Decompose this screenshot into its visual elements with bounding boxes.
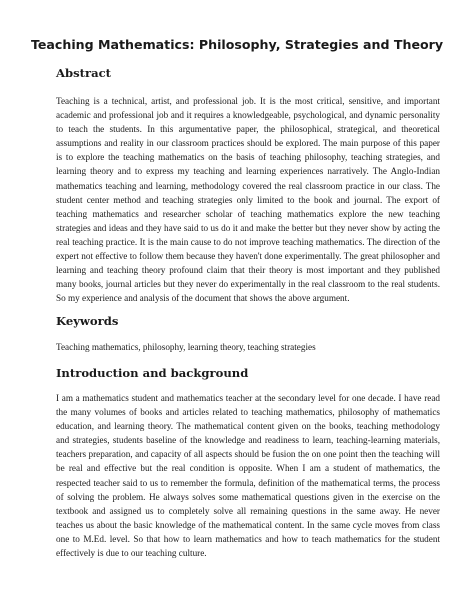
page-title: Teaching Mathematics: Philosophy, Strategies and Theory — [30, 37, 444, 52]
keywords-paragraph: Teaching mathematics, philosophy, learning theory, teaching strategies — [56, 342, 316, 352]
introduction-paragraph: I am a mathematics student and mathematics teacher at the secondary level for one decade. I have read the many volumes of books and articles related to teaching mathematics, philosophy of mathematics education, and learning theory. The mathematical content given on the books, teaching methodology and strategies, students baseline of the knowledge and readiness to learn, teaching-learning materials, teachers preparation, and capacity of all aspects should be fusion the on one point then the teaching will be real and effective but the real condition is opposite. When I am a student of mathematics, the respected teacher said to us to remember the formula, definition of the mathematical terms, the process of solving the problem. He always solves some mathematical questions given in the exercise on the textbook and assigned us to completely solve all remaining questions in the same away. He never teaches us about the basic knowledge of the mathematical content. In the same cycle moves from class one to M.Ed. level. So that how to learn mathematics and how to teach mathematics for the student effectively is due to our teaching culture. — [56, 393, 440, 559]
abstract-paragraph: Teaching is a technical, artist, and professional job. It is the most critical, sensitive, and important academic and professional job and it requires a knowledgeable, psychological, and dynamic personality to teach the students. In this argumentative paper, the philosophical, strategical, and theoretical assumptions and reality in our classroom practices should be explored. The main purpose of this paper is to explore the teaching mathematics on the basis of teaching philosophy, teaching strategies, and learning theory and to express my teaching and learning experiences narratively. The Anglo-Indian mathematics teaching and learning, methodology covered the real classroom practice in our class. The student center method and teaching strategies only limited to the book and journal. The export of teaching mathematics and researcher scholar of teaching mathematics explore the new teaching strategies and ideas and they have said to us do it and make the better but they never show by acting the real teaching practice. It is the main cause to do not improve teaching mathematics. The direction of the expert not effective to follow them because they haven't done experimentally. The great philosopher and learning and teaching theory profound claim that their theory is most important and they published many books, journal articles but they never do experimentally in the real classroom to the real students. So my experience and analysis of the document that shows the above argument. — [56, 96, 440, 304]
abstract-heading: Abstract — [56, 66, 112, 80]
introduction-heading: Introduction and background — [56, 366, 249, 380]
keywords-heading: Keywords — [56, 314, 119, 328]
